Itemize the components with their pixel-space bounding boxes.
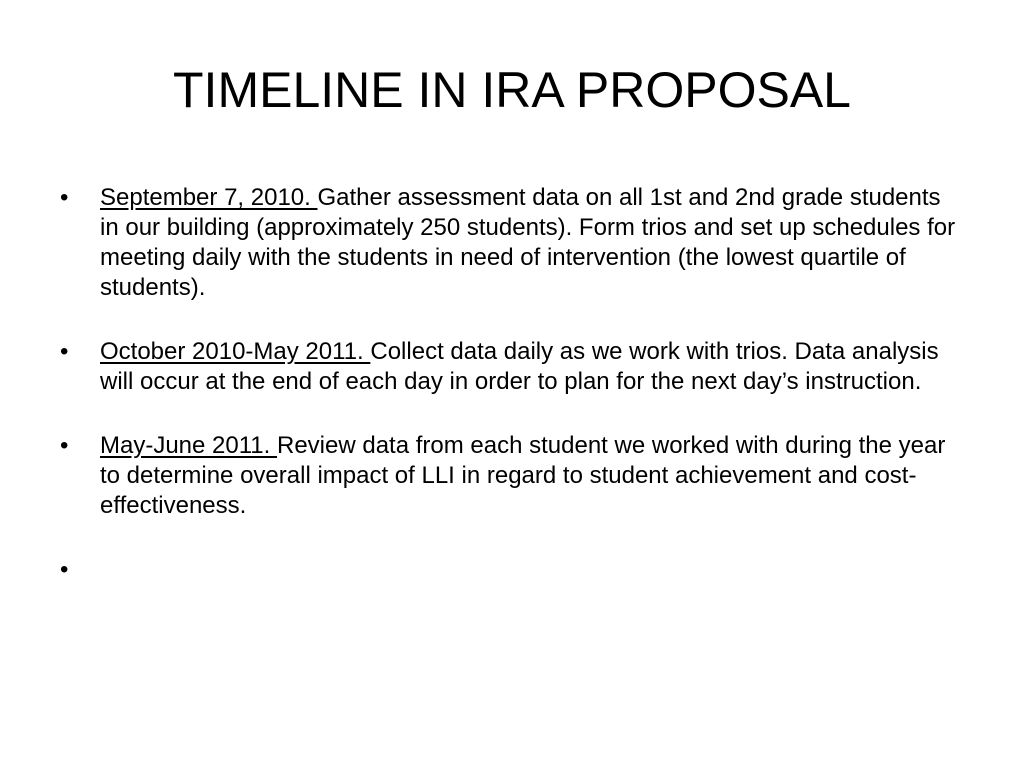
timeline-bullet-list bbox=[58, 183, 958, 585]
bullet-icon: • bbox=[60, 338, 69, 365]
timeline-description: Collect data daily as we work with trios. Data analysis will occur at the end of each day in order to plan for the next day’s instruction. bbox=[100, 338, 939, 395]
timeline-description: Review data from each student we worked with during the year to determine overall impact of LLI in regard to student achievement and cost-effectiveness. bbox=[100, 432, 946, 519]
timeline-date: May-June 2011. bbox=[100, 432, 277, 459]
bullet-item-empty bbox=[58, 555, 958, 585]
timeline-date: October 2010-May 2011. bbox=[100, 338, 371, 365]
bullet-item-may-june bbox=[58, 431, 958, 521]
bullet-icon: • bbox=[60, 184, 69, 211]
slide-title: TIMELINE IN IRA PROPOSAL bbox=[173, 62, 851, 118]
bullet-icon: • bbox=[60, 556, 69, 583]
timeline-description: Gather assessment data on all 1st and 2nd grade students in our building (approximately 250 students). Form trios and set up schedules for meeting daily with the students in need of intervention (the lowest quartile of students). bbox=[100, 184, 956, 301]
timeline-date: September 7, 2010. bbox=[100, 184, 318, 211]
bullet-item-september-2010 bbox=[58, 183, 958, 303]
bullet-item-october-may bbox=[58, 337, 958, 397]
bullet-icon: • bbox=[60, 432, 69, 459]
